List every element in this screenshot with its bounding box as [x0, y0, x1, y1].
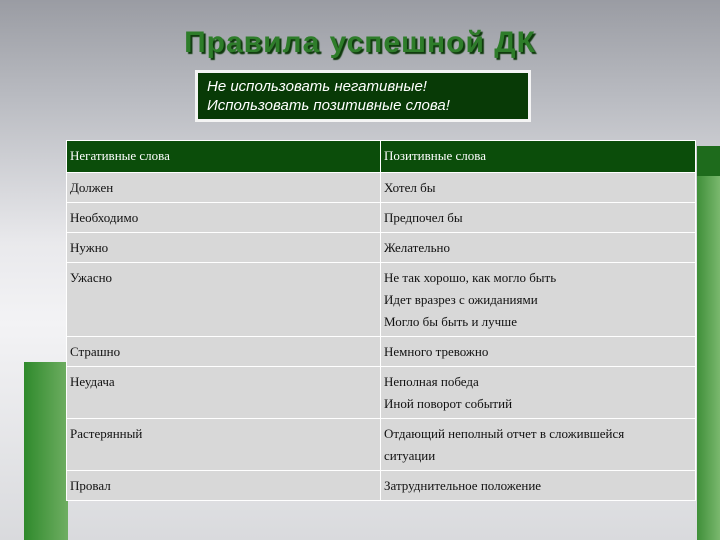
- decorative-green-bar-right: [697, 146, 720, 540]
- rule-note-line-1: Не использовать негативные!: [207, 78, 427, 95]
- negative-word: Растерянный: [67, 419, 381, 471]
- positive-words: [381, 203, 696, 233]
- negative-word: Нужно: [67, 233, 381, 263]
- positive-words: [381, 419, 696, 471]
- positive-words: [381, 337, 696, 367]
- decorative-green-bar-right-top: [697, 146, 720, 176]
- table-row: [67, 203, 696, 233]
- negative-word: Ужасно: [67, 263, 381, 337]
- positive-phrase: Немного тревожно: [384, 344, 489, 359]
- positive-phrase: Хотел бы: [384, 180, 436, 195]
- positive-phrase: Идет вразрез с ожиданиями: [384, 292, 538, 307]
- decorative-green-bar-left: [24, 362, 68, 540]
- positive-phrase: Затруднительное положение: [384, 478, 542, 493]
- positive-words: [381, 263, 696, 337]
- positive-phrase: Иной поворот событий: [384, 396, 513, 411]
- negative-word: Должен: [67, 173, 381, 203]
- positive-words: [381, 173, 696, 203]
- negative-word: Необходимо: [67, 203, 381, 233]
- table-row: [67, 367, 696, 419]
- positive-phrase: Предпочел бы: [384, 210, 463, 225]
- negative-word: Провал: [67, 471, 381, 501]
- header-positive-words: Позитивные слова: [381, 141, 696, 173]
- slide-title: Правила успешной ДК: [184, 26, 536, 59]
- table-row: [67, 471, 696, 501]
- table-row: [67, 233, 696, 263]
- positive-phrase: Желательно: [384, 240, 451, 255]
- words-table: [66, 140, 696, 501]
- rule-note-line-2: Использовать позитивные слова!: [207, 97, 450, 114]
- positive-phrase: Могло бы быть и лучше: [384, 314, 517, 329]
- positive-words: [381, 233, 696, 263]
- positive-words: [381, 367, 696, 419]
- table-row: [67, 173, 696, 203]
- positive-words: [381, 471, 696, 501]
- table-row: [67, 263, 696, 337]
- positive-phrase: Отдающий неполный отчет в сложившейся: [384, 426, 625, 441]
- table-header-row: [67, 141, 696, 173]
- positive-phrase: Не так хорошо, как могло быть: [384, 270, 557, 285]
- positive-phrase: Неполная победа: [384, 374, 479, 389]
- header-negative-words: Негативные слова: [67, 141, 381, 173]
- negative-word: Страшно: [67, 337, 381, 367]
- table-row: [67, 419, 696, 471]
- positive-phrase: ситуации: [384, 448, 436, 463]
- table-row: [67, 337, 696, 367]
- rule-note-box: [195, 70, 531, 122]
- negative-word: Неудача: [67, 367, 381, 419]
